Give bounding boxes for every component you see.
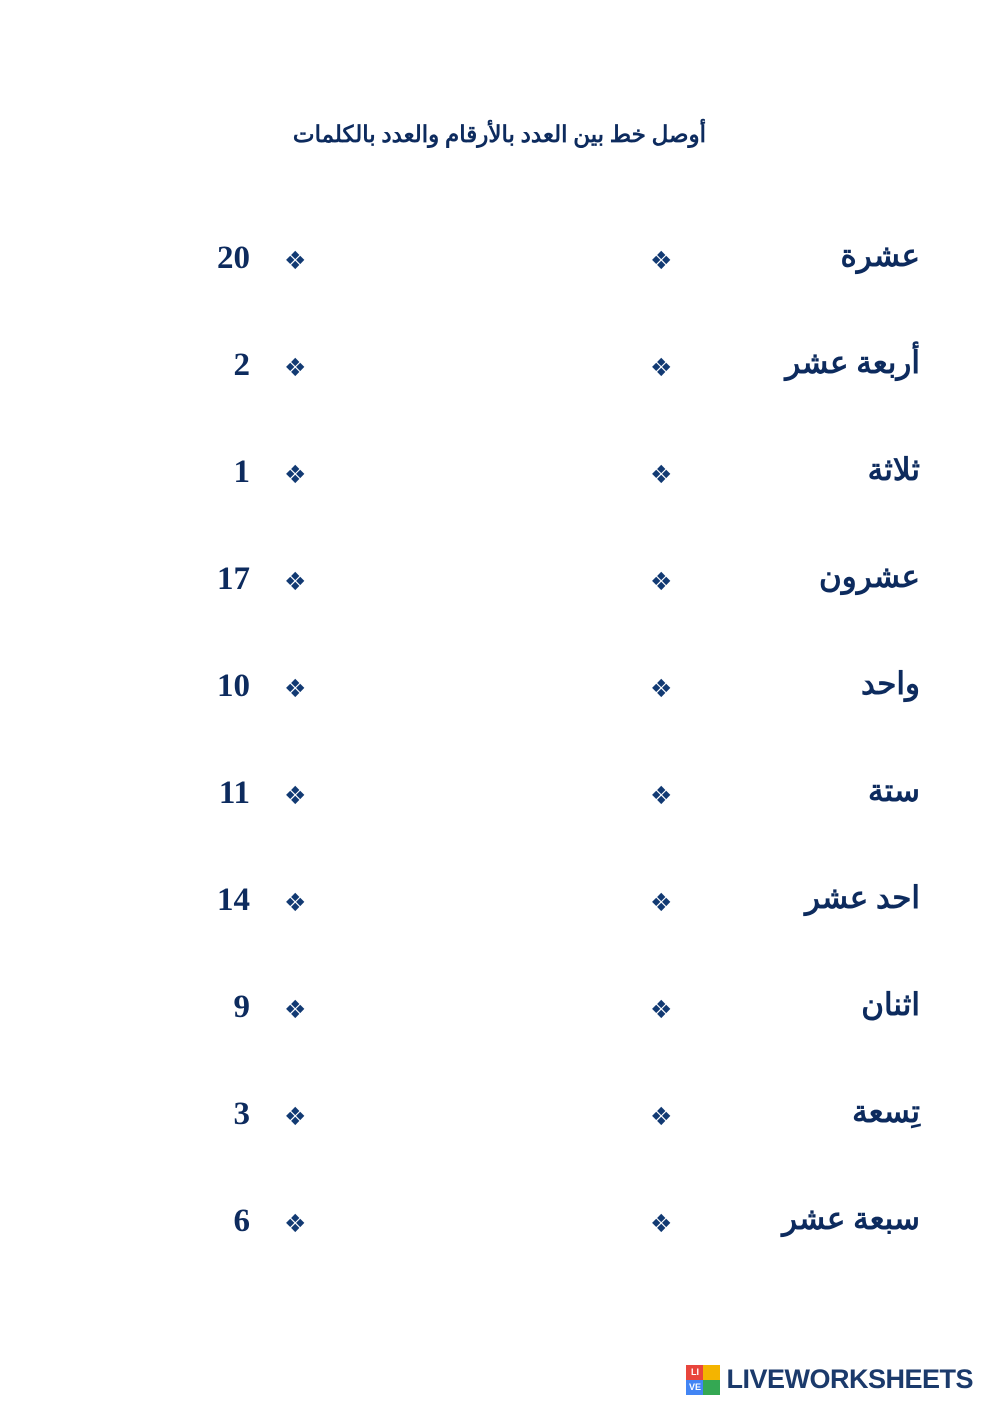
diamond-icon-left[interactable]: ❖ xyxy=(284,353,307,382)
word-value: احد عشر xyxy=(804,880,920,915)
word-value: أربعة عشر xyxy=(785,345,920,380)
logo-cell-green xyxy=(703,1380,720,1395)
matching-row xyxy=(0,1078,999,1185)
matching-rows xyxy=(0,222,999,1292)
diamond-icon-left[interactable]: ❖ xyxy=(284,995,307,1024)
diamond-icon-left[interactable]: ❖ xyxy=(284,1209,307,1238)
matching-row xyxy=(0,222,999,329)
word-value: ثلاثة xyxy=(867,452,920,487)
word-value: ستة xyxy=(868,773,920,808)
number-value: 20 xyxy=(217,240,250,276)
logo-cell-ve: VE xyxy=(686,1380,703,1395)
page-title: أوصل خط بين العدد بالأرقام والعدد بالكلمات xyxy=(292,122,707,147)
diamond-icon-right[interactable]: ❖ xyxy=(650,246,673,275)
number-value: 10 xyxy=(217,668,250,704)
brand-name: LIVEWORKSHEETS xyxy=(726,1364,973,1394)
liveworksheets-logo-icon xyxy=(686,1365,720,1395)
diamond-icon-right[interactable]: ❖ xyxy=(650,567,673,596)
diamond-icon-left[interactable]: ❖ xyxy=(284,567,307,596)
matching-row xyxy=(0,650,999,757)
diamond-icon-left[interactable]: ❖ xyxy=(284,246,307,275)
diamond-icon-right[interactable]: ❖ xyxy=(650,888,673,917)
matching-row xyxy=(0,543,999,650)
diamond-icon-right[interactable]: ❖ xyxy=(650,353,673,382)
number-value: 9 xyxy=(233,989,250,1025)
diamond-icon-left[interactable]: ❖ xyxy=(284,674,307,703)
matching-row xyxy=(0,1185,999,1292)
number-value: 2 xyxy=(233,347,250,383)
logo-cell-li: LI xyxy=(686,1365,703,1380)
word-value: سبعة عشر xyxy=(782,1201,920,1236)
diamond-icon-right[interactable]: ❖ xyxy=(650,460,673,489)
word-value: واحد xyxy=(860,666,920,701)
word-value: اثنان xyxy=(861,987,920,1022)
matching-row xyxy=(0,329,999,436)
number-value: 6 xyxy=(233,1203,250,1239)
number-value: 11 xyxy=(218,775,250,811)
matching-row xyxy=(0,436,999,543)
liveworksheets-watermark xyxy=(686,1364,973,1395)
diamond-icon-right[interactable]: ❖ xyxy=(650,1209,673,1238)
diamond-icon-left[interactable]: ❖ xyxy=(284,781,307,810)
diamond-icon-left[interactable]: ❖ xyxy=(284,460,307,489)
diamond-icon-right[interactable]: ❖ xyxy=(650,1102,673,1131)
matching-row xyxy=(0,864,999,971)
diamond-icon-right[interactable]: ❖ xyxy=(650,781,673,810)
word-value: تِسعة xyxy=(852,1094,920,1129)
number-value: 3 xyxy=(233,1096,250,1132)
diamond-icon-left[interactable]: ❖ xyxy=(284,1102,307,1131)
number-value: 14 xyxy=(217,882,250,918)
number-value: 17 xyxy=(217,561,250,597)
word-value: عشرون xyxy=(819,559,920,594)
diamond-icon-right[interactable]: ❖ xyxy=(650,995,673,1024)
number-value: 1 xyxy=(233,454,250,490)
word-value: عشرة xyxy=(840,238,920,273)
matching-row xyxy=(0,971,999,1078)
logo-cell-yellow xyxy=(703,1365,720,1380)
matching-row xyxy=(0,757,999,864)
diamond-icon-left[interactable]: ❖ xyxy=(284,888,307,917)
diamond-icon-right[interactable]: ❖ xyxy=(650,674,673,703)
